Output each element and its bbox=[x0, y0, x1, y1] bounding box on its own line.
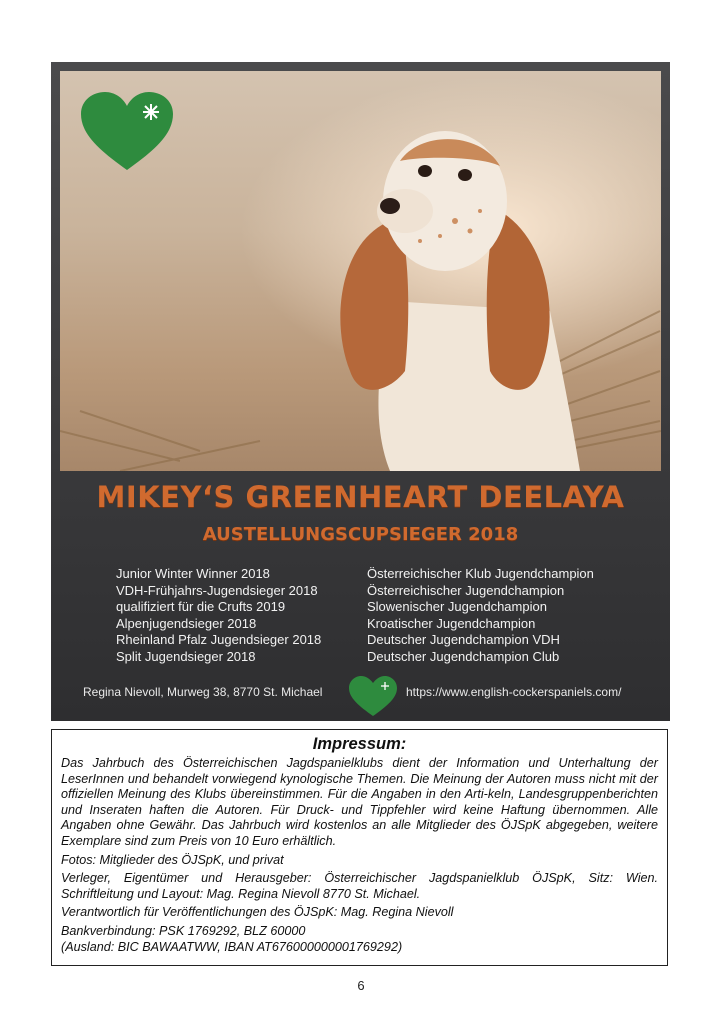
title-item: Österreichischer Klub Jugendchampion bbox=[367, 566, 594, 581]
title-item: VDH-Frühjahrs-Jugendsieger 2018 bbox=[116, 582, 318, 598]
impressum-photos: Fotos: Mitglieder des ÖJSpK, und privat bbox=[61, 852, 284, 867]
impressum-responsible: Verantwortlich für Veröffentlichungen des ÖJSpK: Mag. Regina Nievoll bbox=[61, 905, 454, 920]
impressum-heading: Impressum: bbox=[312, 735, 407, 753]
title-item: Split Jugendsieger 2018 bbox=[116, 648, 256, 664]
heart-logo-icon bbox=[79, 90, 175, 172]
heart-icon bbox=[347, 675, 399, 717]
title-item: qualifiziert für die Crufts 2019 bbox=[116, 599, 286, 614]
impressum-box bbox=[51, 729, 668, 966]
advertisement bbox=[51, 62, 670, 721]
title-item: Österreichischer Jugendchampion bbox=[367, 582, 565, 598]
impressum-paragraph: Das Jahrbuch des Österreichischen Jagdspanielklubs dient der Information und Unterhaltung der LeserInnen und behandelt vorwiegend kynologische Themen. Die Meinung der Autoren muss nicht mit der offiziellen Meinung des Klubs übereinstimmen. Für die Angaben in den Arti-keln, Landesgruppenberichten und Inseraten haften die Autoren. Für Druck- und Tippfehler wird keine Haftung übernommen. Alle Angaben ohne Gewähr. Das Jahrbuch wird kostenlos an alle Mitglieder des ÖJSpK abgegeben, weitere Exemplare sind zum Preis von 10 Euro erhältlich. bbox=[61, 756, 658, 848]
impressum-bank: Bankverbindung: PSK 1769292, BLZ 60000 (Ausland: BIC BAWAATWW, IBAN AT676000000001769292) bbox=[61, 923, 403, 954]
title-item: Deutscher Jugendchampion VDH bbox=[367, 632, 560, 647]
page-number: 6 bbox=[357, 978, 365, 993]
title-item: Kroatischer Jugendchampion bbox=[367, 615, 536, 631]
breeder-contact: Regina Nievoll, Murweg 38, 8770 St. Michael bbox=[83, 685, 323, 699]
award-subtitle: AUSTELLUNGSCUPSIEGER 2018 bbox=[202, 524, 519, 545]
titles-list-left bbox=[116, 566, 321, 665]
title-item: Alpenjugendsieger 2018 bbox=[116, 615, 257, 631]
title-item: Junior Winter Winner 2018 bbox=[116, 566, 270, 581]
title-item: Deutscher Jugendchampion Club bbox=[367, 648, 560, 664]
titles-list-right bbox=[367, 566, 594, 665]
impressum-publisher: Verleger, Eigentümer und Herausgeber: Österreichischer Jagdspanielklub ÖJSpK, Sitz: Wien. Schriftleitung und Layout: Mag. Regina Nievoll 8770 St. Michael. bbox=[61, 871, 658, 901]
dog-name-title: MIKEY‘S GREENHEART DEELAYA bbox=[96, 480, 625, 514]
title-item: Rheinland Pfalz Jugendsieger 2018 bbox=[116, 632, 322, 647]
website-link[interactable]: https://www.english-cockerspaniels.com/ bbox=[406, 685, 622, 699]
dog-photo bbox=[60, 71, 661, 471]
title-item: Slowenischer Jugendchampion bbox=[367, 599, 547, 614]
